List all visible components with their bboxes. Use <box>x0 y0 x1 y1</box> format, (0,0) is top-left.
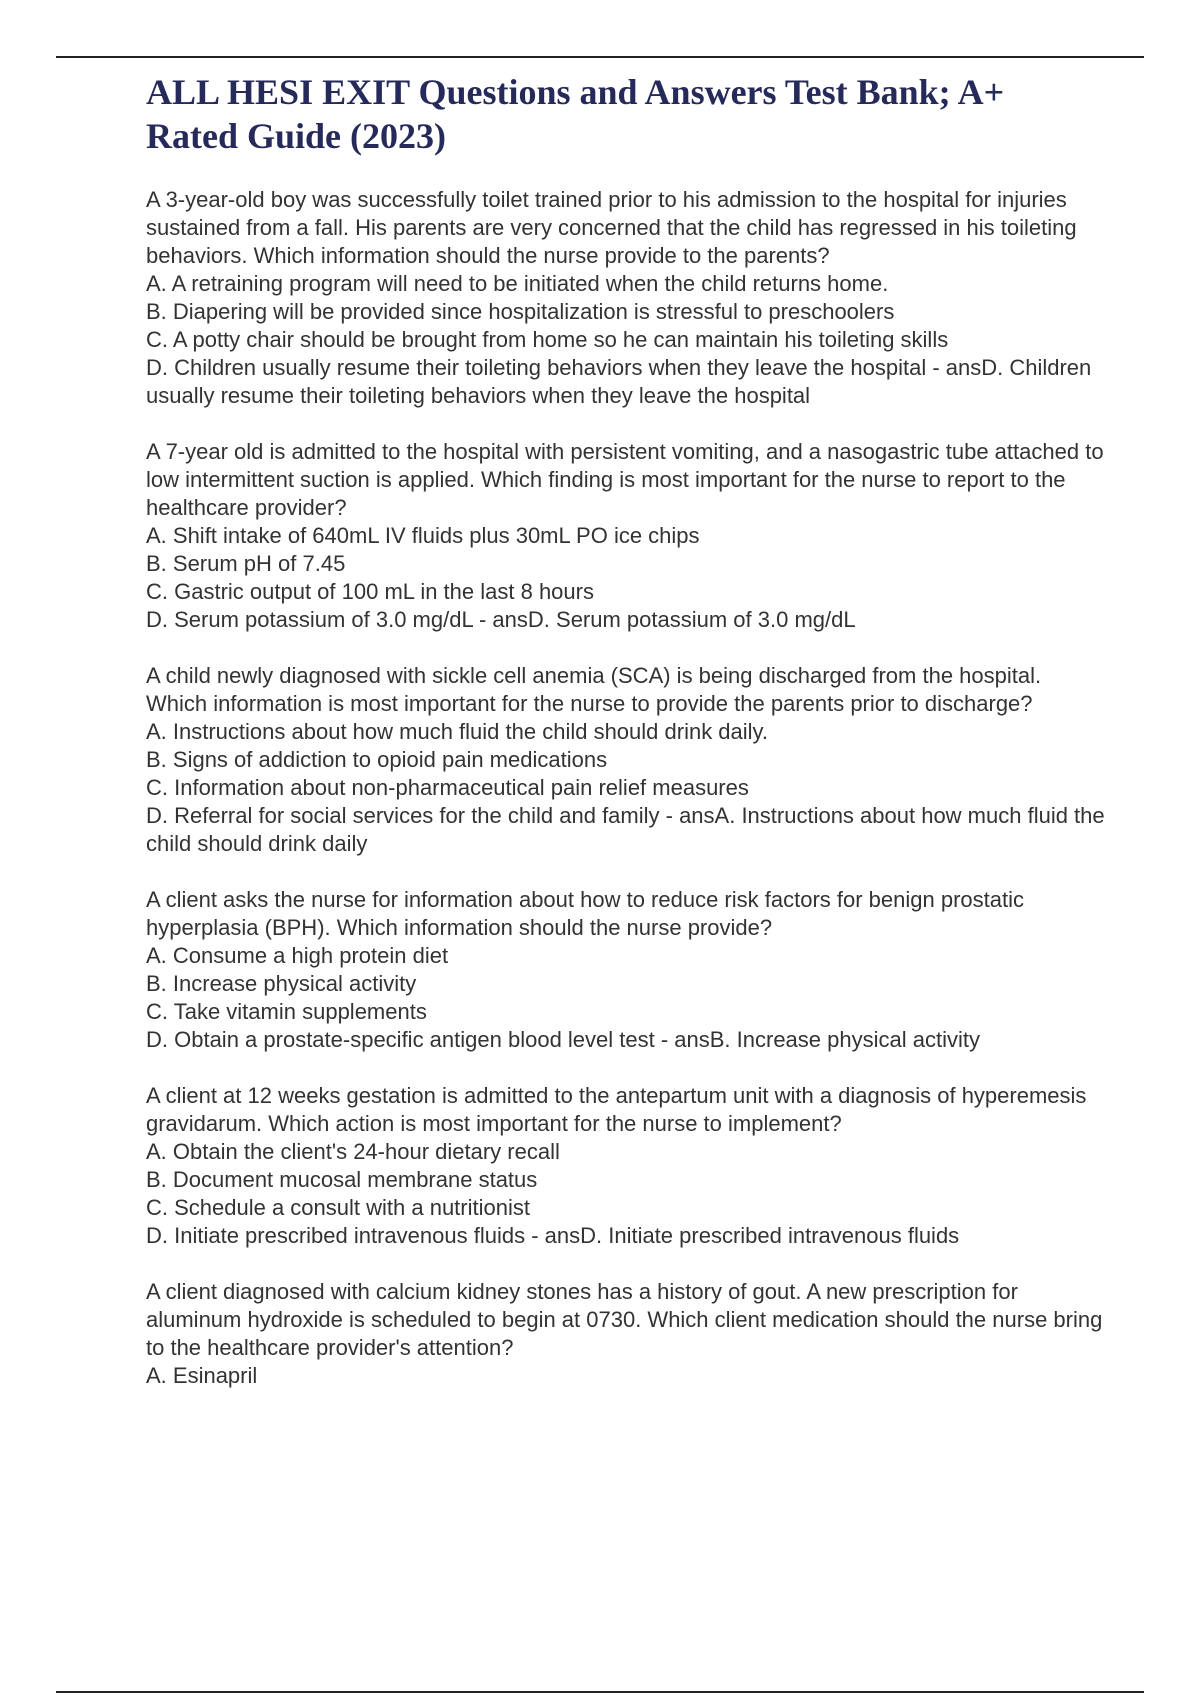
top-rule <box>56 56 1144 58</box>
answer-option: B. Diapering will be provided since hospitalization is stressful to preschoolers <box>146 299 895 324</box>
answer-option: C. Information about non-pharmaceutical pain relief measures <box>146 775 749 800</box>
question-stem: A client asks the nurse for information about how to reduce risk factors for benign prostatic hyperplasia (BPH). Which information should the nurse provide? <box>146 887 1025 940</box>
title-line-1: ALL HESI EXIT Questions and Answers Test Bank; A+ <box>146 72 1005 112</box>
answer-option: A. Shift intake of 640mL IV fluids plus 30mL PO ice chips <box>146 523 700 548</box>
answer-option: D. Children usually resume their toileting behaviors when they leave the hospital - ansD. Children usually resume their toileting behaviors when they leave the hospital <box>146 355 1092 408</box>
question-5 <box>146 1082 1106 1250</box>
title-line-2: Rated Guide (2023) <box>146 116 446 156</box>
answer-option: D. Obtain a prostate-specific antigen blood level test - ansB. Increase physical activity <box>146 1027 980 1052</box>
answer-option: A. Esinapril <box>146 1363 258 1388</box>
answer-option: B. Increase physical activity <box>146 971 417 996</box>
answer-option: A. Consume a high protein diet <box>146 943 449 968</box>
answer-option: B. Signs of addiction to opioid pain medications <box>146 747 608 772</box>
answer-option: C. Gastric output of 100 mL in the last 8 hours <box>146 579 594 604</box>
answer-option: D. Referral for social services for the child and family - ansA. Instructions about how much fluid the child should drink daily <box>146 803 1105 856</box>
document-title <box>146 70 1106 158</box>
answer-option: B. Document mucosal membrane status <box>146 1167 538 1192</box>
answer-option: C. A potty chair should be brought from home so he can maintain his toileting skills <box>146 327 949 352</box>
question-stem: A client diagnosed with calcium kidney stones has a history of gout. A new prescription for aluminum hydroxide is scheduled to begin at 0730. Which client medication should the nurse bring to the healthcare provider's attention? <box>146 1279 1103 1360</box>
question-4 <box>146 886 1106 1054</box>
answer-option: C. Schedule a consult with a nutritionist <box>146 1195 530 1220</box>
answer-option: C. Take vitamin supplements <box>146 999 427 1024</box>
question-stem: A 7-year old is admitted to the hospital with persistent vomiting, and a nasogastric tube attached to low intermittent suction is applied. Which finding is most important for the nurse to report to the healthcare provider? <box>146 439 1104 520</box>
answer-option: D. Initiate prescribed intravenous fluids - ansD. Initiate prescribed intravenous fluids <box>146 1223 960 1248</box>
question-stem: A client at 12 weeks gestation is admitted to the antepartum unit with a diagnosis of hyperemesis gravidarum. Which action is most important for the nurse to implement? <box>146 1083 1087 1136</box>
question-3 <box>146 662 1106 858</box>
answer-option: A. A retraining program will need to be initiated when the child returns home. <box>146 271 889 296</box>
answer-option: D. Serum potassium of 3.0 mg/dL - ansD. Serum potassium of 3.0 mg/dL <box>146 607 856 632</box>
answer-option: A. Obtain the client's 24-hour dietary recall <box>146 1139 560 1164</box>
document-content <box>146 70 1106 1418</box>
question-2 <box>146 438 1106 634</box>
question-stem: A child newly diagnosed with sickle cell anemia (SCA) is being discharged from the hospital. Which information is most important for the nurse to provide the parents prior to discharge? <box>146 663 1042 716</box>
question-stem: A 3-year-old boy was successfully toilet trained prior to his admission to the hospital for injuries sustained from a fall. His parents are very concerned that the child has regressed in his toileting behaviors. Which information should the nurse provide to the parents? <box>146 187 1077 268</box>
answer-option: B. Serum pH of 7.45 <box>146 551 346 576</box>
bottom-rule <box>56 1691 1144 1693</box>
answer-option: A. Instructions about how much fluid the child should drink daily. <box>146 719 769 744</box>
question-6 <box>146 1278 1106 1390</box>
question-1 <box>146 186 1106 410</box>
